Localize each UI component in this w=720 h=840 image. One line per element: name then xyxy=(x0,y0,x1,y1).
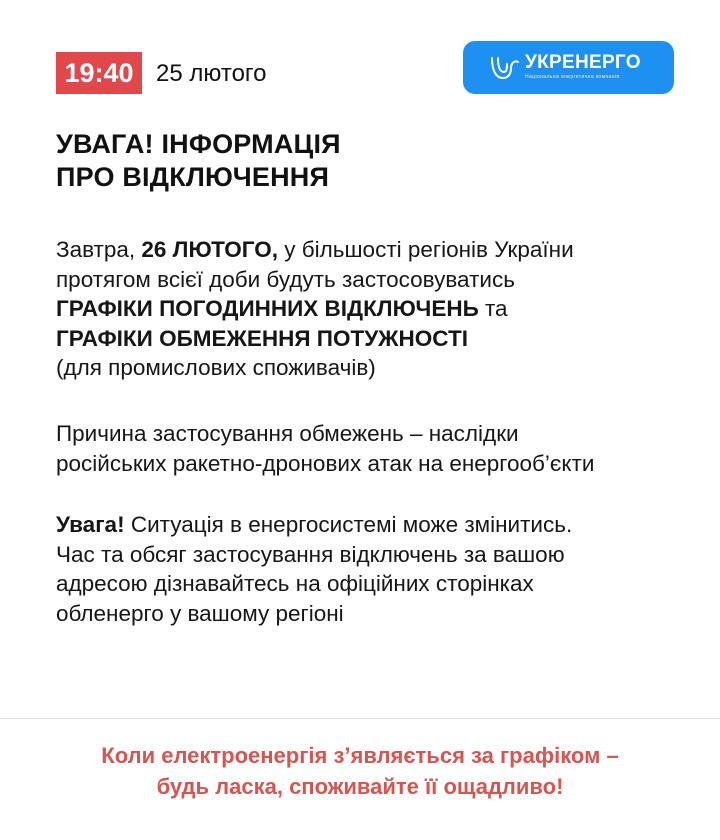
text-line xyxy=(56,324,574,354)
schedule-emphasis: ГРАФІКИ ПОГОДИННИХ ВІДКЛЮЧЕНЬ xyxy=(56,296,479,321)
text: та xyxy=(478,296,508,321)
ukrenergo-logo xyxy=(463,41,674,94)
headline xyxy=(56,128,341,194)
announcement-paragraph xyxy=(56,235,574,383)
reason-paragraph xyxy=(56,419,594,478)
text-line: російських ракетно-дронових атак на енергооб’єкти xyxy=(56,450,595,476)
text-line: Час та обсяг застосування відключень за вашою xyxy=(56,541,565,567)
logo-subtitle: Національна енергетична компанія xyxy=(525,74,620,80)
headline-line: УВАГА! ІНФОРМАЦІЯ xyxy=(56,129,341,159)
ukrenergo-logo-icon xyxy=(489,54,521,82)
text-line: обленерго у вашому регіоні xyxy=(56,600,344,626)
text-line xyxy=(56,510,572,540)
text: у більшості регіонів України xyxy=(278,237,574,262)
time-badge: 19:40 xyxy=(56,52,142,94)
text: Ситуація в енергосистемі може змінитись. xyxy=(124,512,573,537)
footer-line: Коли електроенергія з’являється за графіком – xyxy=(101,743,619,768)
headline-line: ПРО ВІДКЛЮЧЕННЯ xyxy=(56,162,330,192)
text-line: (для промислових споживачів) xyxy=(56,355,376,380)
warning-emphasis: Увага! xyxy=(56,512,125,537)
divider xyxy=(0,718,720,719)
footer-line: будь ласка, споживайте її ощадливо! xyxy=(156,774,564,799)
limit-emphasis: ГРАФІКИ ОБМЕЖЕННЯ ПОТУЖНОСТІ xyxy=(56,325,468,351)
text-line: протягом всієї доби будуть застосовуватись xyxy=(56,266,515,292)
text: Завтра, xyxy=(56,237,142,262)
date-emphasis: 26 ЛЮТОГО, xyxy=(141,237,279,262)
date-label: 25 лютого xyxy=(156,60,267,87)
text-line xyxy=(56,294,574,324)
warning-paragraph xyxy=(56,510,572,628)
footer-message xyxy=(0,740,720,802)
logo-name: УКРЕНЕРГО xyxy=(525,52,641,73)
text-line xyxy=(56,235,574,265)
text-line: адресою дізнавайтесь на офіційних сторінках xyxy=(56,571,534,596)
text-line: Причина застосування обмежень – наслідки xyxy=(56,421,519,446)
